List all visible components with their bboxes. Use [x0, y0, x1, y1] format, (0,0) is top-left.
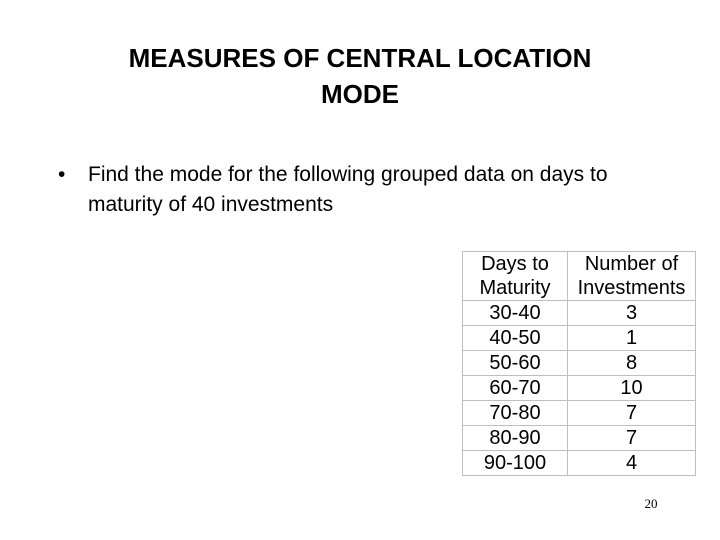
cell-count: 3: [568, 301, 696, 326]
page-number: 20: [644, 496, 658, 511]
bullet-list: [58, 160, 678, 220]
cell-count: 10: [568, 376, 696, 401]
header-line: Investments: [577, 277, 686, 299]
table-row: [463, 426, 696, 451]
header-line: Number of: [584, 253, 679, 275]
cell-count: 1: [568, 326, 696, 351]
bullet-item: [58, 160, 678, 220]
table-row: [463, 351, 696, 376]
header-days-to-maturity: [463, 252, 568, 301]
maturity-table: [462, 251, 696, 476]
table-row: [463, 401, 696, 426]
cell-count: 7: [568, 401, 696, 426]
cell-range: 40-50: [463, 326, 568, 351]
header-line: Maturity: [479, 277, 551, 299]
table-row: [463, 451, 696, 476]
table-row: [463, 301, 696, 326]
cell-range: 60-70: [463, 376, 568, 401]
cell-range: 30-40: [463, 301, 568, 326]
table-row: [463, 326, 696, 351]
slide-title-line-2: MODE: [321, 79, 399, 109]
cell-count: 8: [568, 351, 696, 376]
table-header-row: [463, 252, 696, 301]
table-row: [463, 376, 696, 401]
bullet-icon: •: [58, 163, 66, 186]
bullet-text: Find the mode for the following grouped data on days to maturity of 40 investments: [88, 163, 608, 216]
slide-title: [0, 40, 720, 112]
header-line: Days to: [481, 253, 549, 275]
cell-range: 80-90: [463, 426, 568, 451]
header-number-of-investments: [568, 252, 696, 301]
slide-title-line-1: MEASURES OF CENTRAL LOCATION: [128, 43, 592, 73]
cell-range: 90-100: [463, 451, 568, 476]
cell-count: 7: [568, 426, 696, 451]
cell-range: 70-80: [463, 401, 568, 426]
cell-count: 4: [568, 451, 696, 476]
cell-range: 50-60: [463, 351, 568, 376]
